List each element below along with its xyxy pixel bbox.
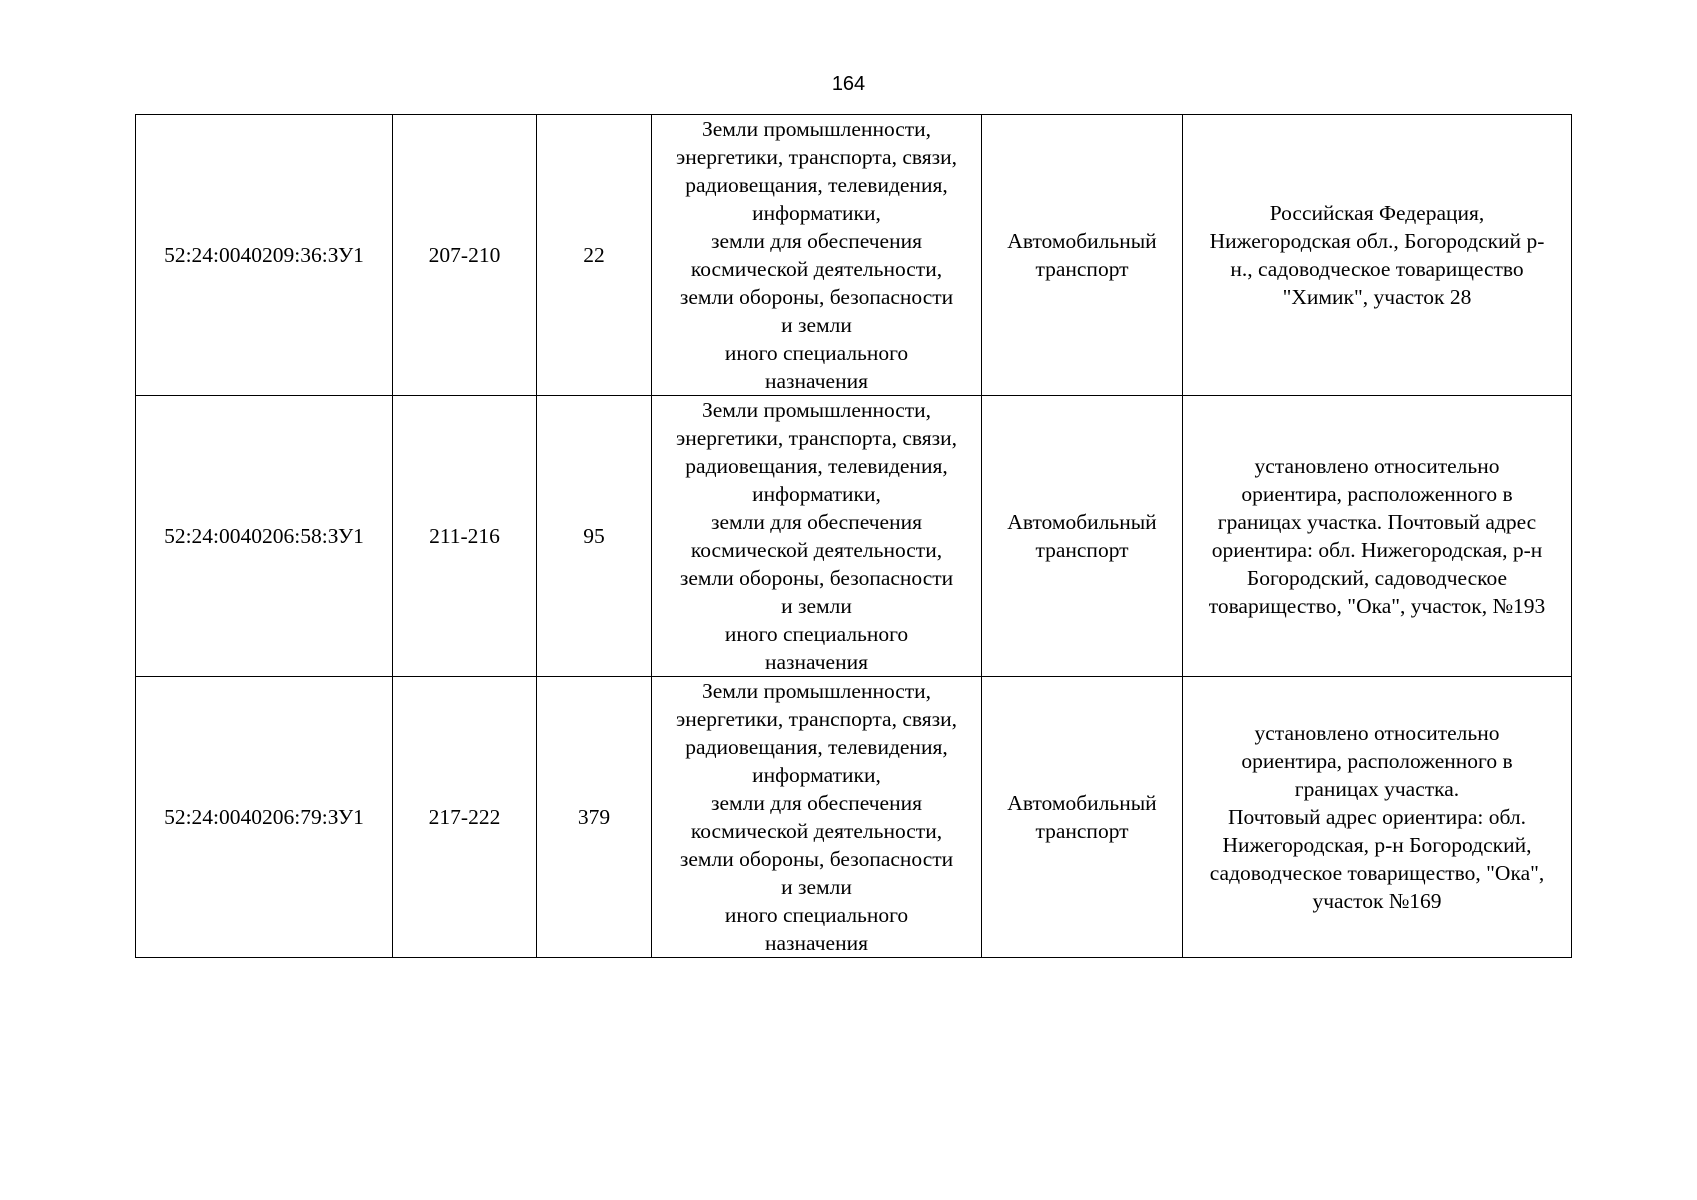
land-category-cell: Земли промышленности, энергетики, транспорта, связи, радиовещания, телевидения, информатики, земли для обеспечения космической деятельности, земли обороны, безопасности и земли иного специального назначения <box>652 396 982 677</box>
cadastral-number-cell: 52:24:0040206:79:ЗУ1 <box>136 677 393 958</box>
area-cell: 22 <box>537 115 652 396</box>
permitted-use-cell: Автомобильный транспорт <box>982 396 1183 677</box>
table-row <box>136 115 1572 396</box>
area-cell: 379 <box>537 677 652 958</box>
permitted-use-cell: Автомобильный транспорт <box>982 115 1183 396</box>
land-category-cell: Земли промышленности, энергетики, транспорта, связи, радиовещания, телевидения, информатики, земли для обеспечения космической деятельности, земли обороны, безопасности и земли иного специального назначения <box>652 677 982 958</box>
address-cell: установлено относительно ориентира, расположенного в границах участка. Почтовый адрес ориентира: обл. Нижегородская, р-н Богородский, садоводческое товарищество, "Ока", участок №169 <box>1183 677 1572 958</box>
points-range-cell: 217-222 <box>393 677 537 958</box>
area-cell: 95 <box>537 396 652 677</box>
page-number: 164 <box>831 73 866 95</box>
cadastral-number-cell: 52:24:0040209:36:ЗУ1 <box>136 115 393 396</box>
table-row <box>136 677 1572 958</box>
cadastral-number-cell: 52:24:0040206:58:ЗУ1 <box>136 396 393 677</box>
address-cell: установлено относительно ориентира, расположенного в границах участка. Почтовый адрес ориентира: обл. Нижегородская, р-н Богородский, садоводческое товарищество, "Ока", участок, №193 <box>1183 396 1572 677</box>
points-range-cell: 211-216 <box>393 396 537 677</box>
table-row <box>136 396 1572 677</box>
address-cell: Российская Федерация, Нижегородская обл., Богородский р- н., садоводческое товарищество "Химик", участок 28 <box>1183 115 1572 396</box>
points-range-cell: 207-210 <box>393 115 537 396</box>
permitted-use-cell: Автомобильный транспорт <box>982 677 1183 958</box>
land-category-cell: Земли промышленности, энергетики, транспорта, связи, радиовещания, телевидения, информатики, земли для обеспечения космической деятельности, земли обороны, безопасности и земли иного специального назначения <box>652 115 982 396</box>
land-plots-table <box>135 114 1572 958</box>
